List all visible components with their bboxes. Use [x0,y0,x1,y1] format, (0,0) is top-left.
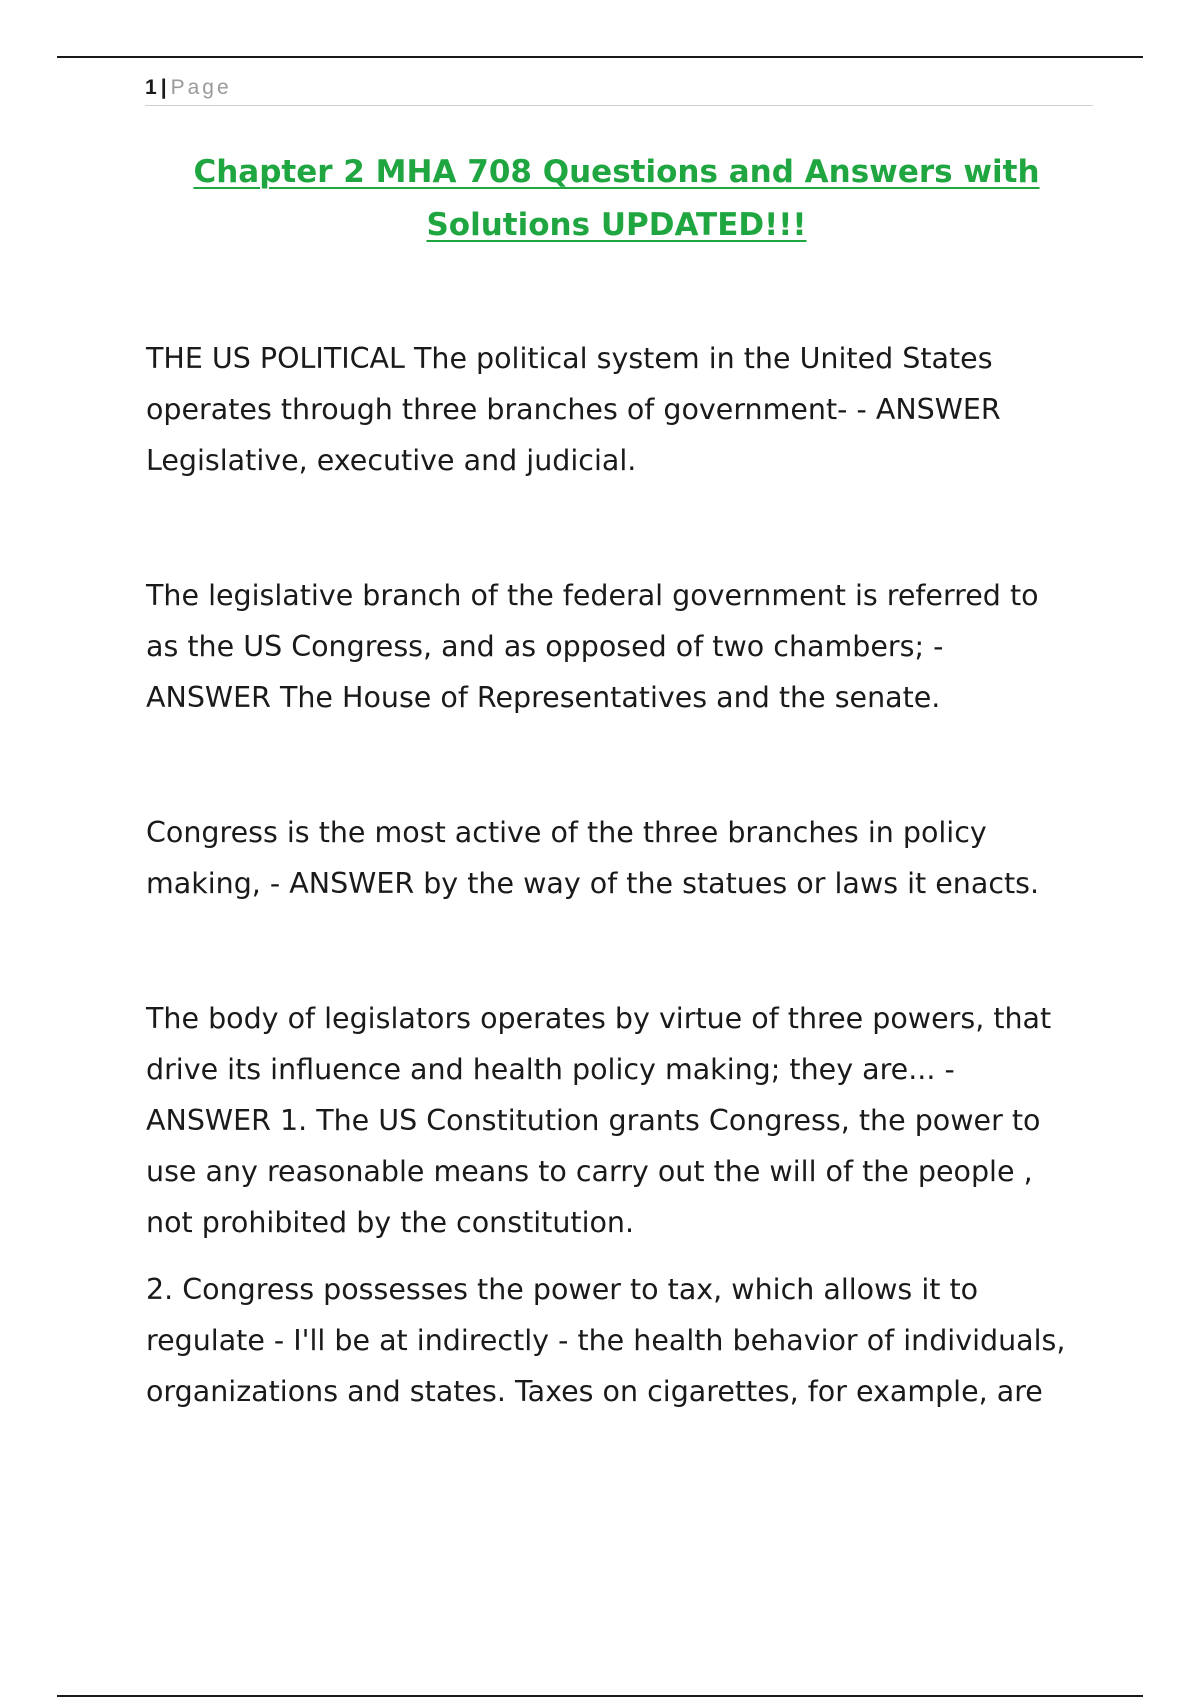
qa-item: The legislative branch of the federal government is referred to as the US Congress, and as opposed of two chambers; - ANSWER The House of Representatives and the senate. [146,579,1039,714]
page-number: 1 [145,76,157,99]
qa-item: The body of legislators operates by virtue of three powers, that drive its influence and health policy making; they are... - ANSWER 1. The US Constitution grants Congress, the power to use any reasonable means to carry out the will of the people , not prohibited by the constitution. [146,1002,1052,1239]
document-title [120,146,1113,252]
qa-item: 2. Congress possesses the power to tax, which allows it to regulate - I'll be at indirectly - the health behavior of individuals, organizations and states. Taxes on cigarettes, for example, are [146,1273,1066,1408]
top-rule [57,56,1143,58]
page-separator: | [160,76,167,99]
page-label: Page [170,76,232,99]
document-body [146,333,1106,1417]
qa-item: THE US POLITICAL The political system in the United States operates through three branches of government- - ANSWER Legislative, executive and judicial. [146,342,1001,477]
qa-item: Congress is the most active of the three branches in policy making, - ANSWER by the way of the statues or laws it enacts. [146,816,1040,900]
page-header [145,74,1093,106]
title-line-2: Solutions UPDATED!!! [426,207,807,243]
title-line-1: Chapter 2 MHA 708 Questions and Answers with [193,154,1040,190]
bottom-rule [57,1695,1143,1697]
